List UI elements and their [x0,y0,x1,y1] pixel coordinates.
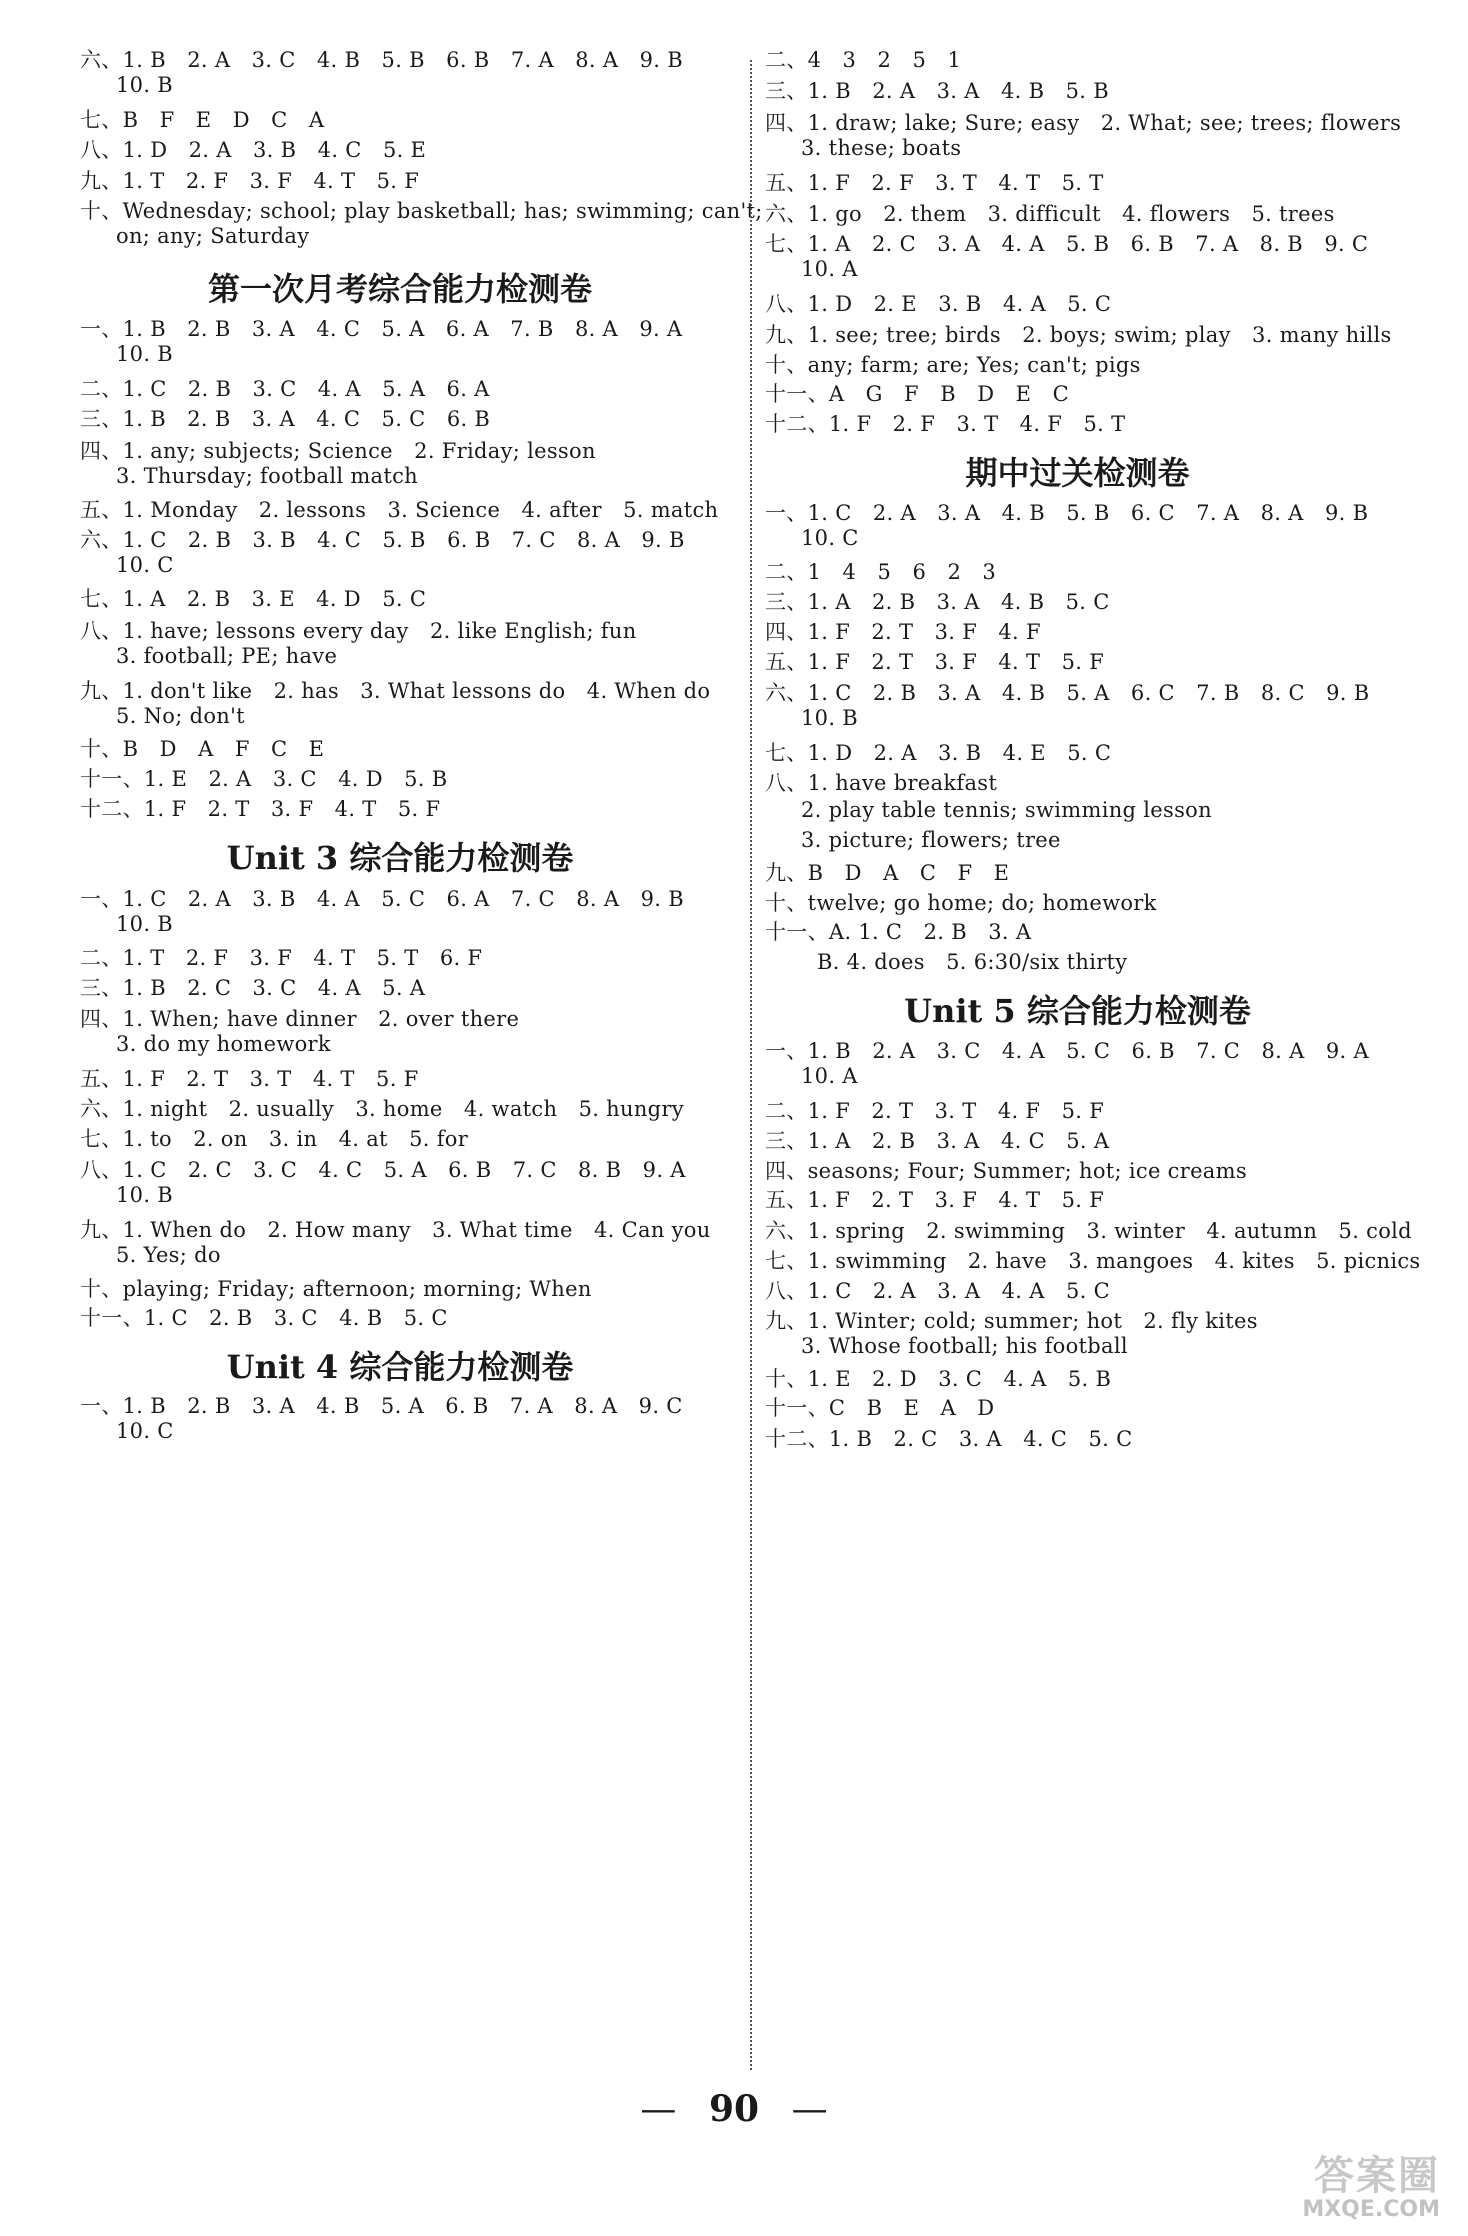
answer-line: 五、1. Monday 2. lessons 3. Science 4. after 5. match [80,498,719,522]
section-title: Unit 5 综合能力检测卷 [904,992,1251,1030]
answer-line: 十、1. E 2. D 3. C 4. A 5. B [765,1367,1112,1391]
answer-line: 十一、1. C 2. B 3. C 4. B 5. C [80,1306,448,1330]
answer-line: 三、1. A 2. B 3. A 4. B 5. C [765,590,1110,614]
page-number: 90 [708,2088,760,2130]
answer-line: 5. No; don't [116,704,245,728]
answer-line: 十、Wednesday; school; play basketball; has; swimming; can't; [80,199,763,223]
section-title: Unit 4 综合能力检测卷 [226,1348,574,1386]
answer-line: 五、1. F 2. T 3. T 4. T 5. F [80,1067,419,1091]
answer-line: B. 4. does 5. 6:30/six thirty [817,950,1128,974]
answer-line: 八、1. have breakfast [765,771,998,795]
watermark [1230,2154,1440,2224]
answer-line: 十二、1. F 2. T 3. F 4. T 5. F [80,797,441,821]
answer-line: 十一、A G F B D E C [765,382,1069,406]
answer-line: 十一、A. 1. C 2. B 3. A [765,920,1032,944]
footer-dash-right: — [791,2089,828,2130]
answer-line: 七、B F E D C A [80,108,325,132]
answer-line: 3. picture; flowers; tree [801,828,1061,852]
answer-line: 十、twelve; go home; do; homework [765,891,1157,915]
answer-line: 二、1 4 5 6 2 3 [765,560,997,584]
answer-line: 四、1. When; have dinner 2. over there [80,1007,520,1031]
answer-line: 七、1. to 2. on 3. in 4. at 5. for [80,1127,469,1151]
answer-line: 五、1. F 2. T 3. F 4. T 5. F [765,1188,1105,1212]
answer-line: 六、1. spring 2. swimming 3. winter 4. autumn 5. cold [765,1219,1412,1243]
answer-line: 十一、C B E A D [765,1396,995,1420]
answer-line: 六、1. go 2. them 3. difficult 4. flowers 5. trees [765,202,1335,226]
answer-line: 10. B [116,1183,174,1207]
answer-line: 五、1. F 2. F 3. T 4. T 5. T [765,171,1104,195]
answer-line: 10. C [116,553,174,577]
page-footer [0,2088,1468,2130]
answer-line: 三、1. B 2. A 3. A 4. B 5. B [765,79,1109,103]
answer-line: 四、seasons; Four; Summer; hot; ice creams [765,1159,1247,1183]
answer-line: 3. Thursday; football match [116,464,418,488]
answer-line: 九、1. When do 2. How many 3. What time 4. Can you [80,1218,711,1242]
answer-line: 一、1. B 2. B 3. A 4. C 5. A 6. A 7. B 8. A 9. A [80,317,683,341]
section-title: Unit 3 综合能力检测卷 [226,839,574,877]
answer-line: 三、1. A 2. B 3. A 4. C 5. A [765,1129,1110,1153]
watermark-url: MXQE.COM [1302,2197,1440,2222]
answer-line: 八、1. D 2. A 3. B 4. C 5. E [80,138,427,162]
answer-line: 五、1. F 2. T 3. F 4. T 5. F [765,650,1105,674]
footer-dash-left: — [640,2089,677,2130]
answer-line: 八、1. C 2. C 3. C 4. C 5. A 6. B 7. C 8. B 9. A [80,1158,686,1182]
answer-line: 九、1. Winter; cold; summer; hot 2. fly kites [765,1309,1258,1333]
answer-line: 十二、1. B 2. C 3. A 4. C 5. C [765,1427,1133,1451]
answer-line: 六、1. B 2. A 3. C 4. B 5. B 6. B 7. A 8. A 9. B [80,48,683,72]
answer-line: 10. B [116,342,174,366]
answer-line: 九、B D A C F E [765,861,1010,885]
answer-line: 一、1. C 2. A 3. A 4. B 5. B 6. C 7. A 8. A 9. B [765,501,1369,525]
answer-line: 九、1. T 2. F 3. F 4. T 5. F [80,169,420,193]
answer-line: 十、B D A F C E [80,737,325,761]
answer-line: 二、4 3 2 5 1 [765,48,962,72]
answer-line: 10. A [801,1064,858,1088]
answer-line: 九、1. see; tree; birds 2. boys; swim; play 3. many hills [765,323,1392,347]
answer-line: 一、1. B 2. B 3. A 4. B 5. A 6. B 7. A 8. A 9. C [80,1394,683,1418]
answer-line: 三、1. B 2. B 3. A 4. C 5. C 6. B [80,407,491,431]
answer-line: 六、1. C 2. B 3. B 4. C 5. B 6. B 7. C 8. A 9. B [80,528,685,552]
answer-line: 一、1. B 2. A 3. C 4. A 5. C 6. B 7. C 8. A 9. A [765,1039,1369,1063]
column-divider [750,60,752,2070]
answer-line: 一、1. C 2. A 3. B 4. A 5. C 6. A 7. C 8. A 9. B [80,887,684,911]
answer-line: 二、1. T 2. F 3. F 4. T 5. T 6. F [80,946,483,970]
answer-line: on; any; Saturday [116,224,310,248]
answer-line: 2. play table tennis; swimming lesson [801,798,1212,822]
answer-line: 七、1. D 2. A 3. B 4. E 5. C [765,741,1112,765]
answer-line: 10. B [801,706,859,730]
answer-line: 四、1. any; subjects; Science 2. Friday; lesson [80,439,596,463]
answer-line: 四、1. F 2. T 3. F 4. F [765,620,1041,644]
answer-line: 十一、1. E 2. A 3. C 4. D 5. B [80,767,448,791]
answer-line: 九、1. don't like 2. has 3. What lessons do 4. When do [80,679,711,703]
answer-line: 六、1. C 2. B 3. A 4. B 5. A 6. C 7. B 8. C 9. B [765,681,1370,705]
answer-line: 3. football; PE; have [116,644,338,668]
answer-line: 3. do my homework [116,1032,331,1056]
answer-line: 10. B [116,912,174,936]
answer-line: 3. these; boats [801,136,962,160]
answer-line: 10. B [116,73,174,97]
answer-line: 10. C [116,1419,174,1443]
answer-line: 七、1. swimming 2. have 3. mangoes 4. kites 5. picnics [765,1249,1421,1273]
answer-line: 3. Whose football; his football [801,1334,1128,1358]
answer-line: 十、any; farm; are; Yes; can't; pigs [765,353,1141,377]
answer-line: 七、1. A 2. C 3. A 4. A 5. B 6. B 7. A 8. B 9. C [765,232,1369,256]
answer-line: 5. Yes; do [116,1243,221,1267]
answer-line: 10. A [801,257,858,281]
watermark-logo: 答案圈 [1314,2153,1440,2199]
answer-line: 八、1. have; lessons every day 2. like English; fun [80,619,637,643]
answer-line: 四、1. draw; lake; Sure; easy 2. What; see; trees; flowers [765,111,1402,135]
answer-line: 二、1. F 2. T 3. T 4. F 5. F [765,1099,1105,1123]
answer-line: 三、1. B 2. C 3. C 4. A 5. A [80,976,426,1000]
answer-line: 六、1. night 2. usually 3. home 4. watch 5. hungry [80,1097,684,1121]
answer-line: 八、1. C 2. A 3. A 4. A 5. C [765,1279,1110,1303]
answer-line: 七、1. A 2. B 3. E 4. D 5. C [80,587,427,611]
answer-line: 十二、1. F 2. F 3. T 4. F 5. T [765,412,1126,436]
section-title: 期中过关检测卷 [965,454,1190,492]
answer-line: 二、1. C 2. B 3. C 4. A 5. A 6. A [80,377,490,401]
answer-line: 八、1. D 2. E 3. B 4. A 5. C [765,292,1112,316]
answer-line: 10. C [801,526,859,550]
answer-line: 十、playing; Friday; afternoon; morning; When [80,1277,592,1301]
section-title: 第一次月考综合能力检测卷 [207,270,592,308]
